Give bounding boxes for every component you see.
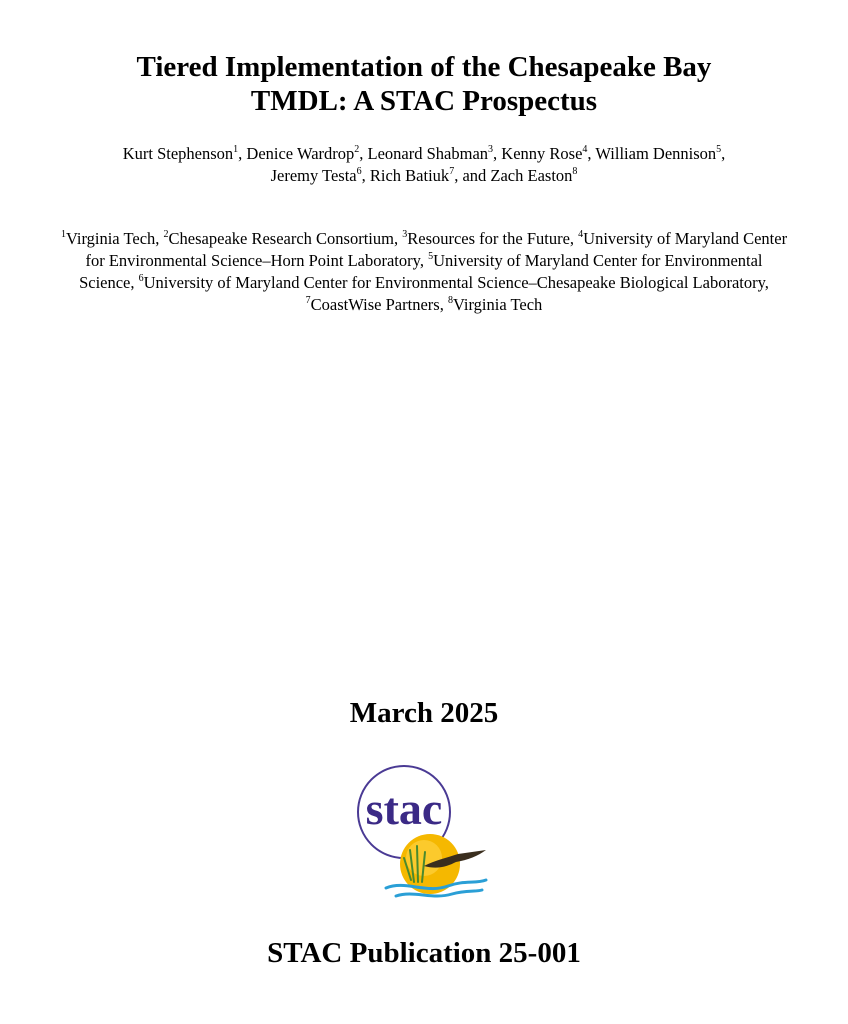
affiliation-list (58, 228, 790, 316)
affiliation: $^5$University of Maryland Center for Environmental Science, (79, 250, 763, 292)
author: Jeremy Testa$^6$, (270, 165, 370, 185)
title-line-1: Tiered Implementation of the Chesapeake Bay (136, 51, 712, 83)
author-list (60, 143, 788, 187)
affiliation: $^2$Chesapeake Research Consortium, (163, 228, 403, 248)
logo-wordmark: stac (365, 783, 443, 834)
author: Kurt Stephenson$^1$, (122, 143, 247, 163)
author: Rich Batiuk$^7$, and (369, 165, 491, 185)
title-line-2: TMDL: A STAC Prospectus (250, 85, 598, 117)
affiliation: $^8$Virginia Tech (447, 294, 543, 314)
affiliation: $^1$Virginia Tech, (60, 228, 164, 248)
stac-logo (352, 762, 498, 904)
affiliation: $^7$CoastWise Partners, (305, 294, 448, 314)
publication-number: STAC Publication 25-001 (267, 937, 581, 969)
author: Zach Easton$^8$ (490, 165, 578, 185)
author: Leonard Shabman$^3$, (367, 143, 502, 163)
document-title (0, 50, 848, 118)
affiliation: $^4$University of Maryland Center for Environmental Science–Horn Point Laboratory, (85, 228, 788, 270)
affiliation: $^6$University of Maryland Center for Environmental Science–Chesapeake Biological Laboratory, (138, 272, 769, 292)
author: Kenny Rose$^4$, (501, 143, 596, 163)
publication-date: March 2025 (349, 697, 499, 729)
author: Denice Wardrop$^2$, (246, 143, 368, 163)
author: William Dennison$^5$, (595, 143, 726, 163)
affiliation: $^3$Resources for the Future, (402, 228, 579, 248)
